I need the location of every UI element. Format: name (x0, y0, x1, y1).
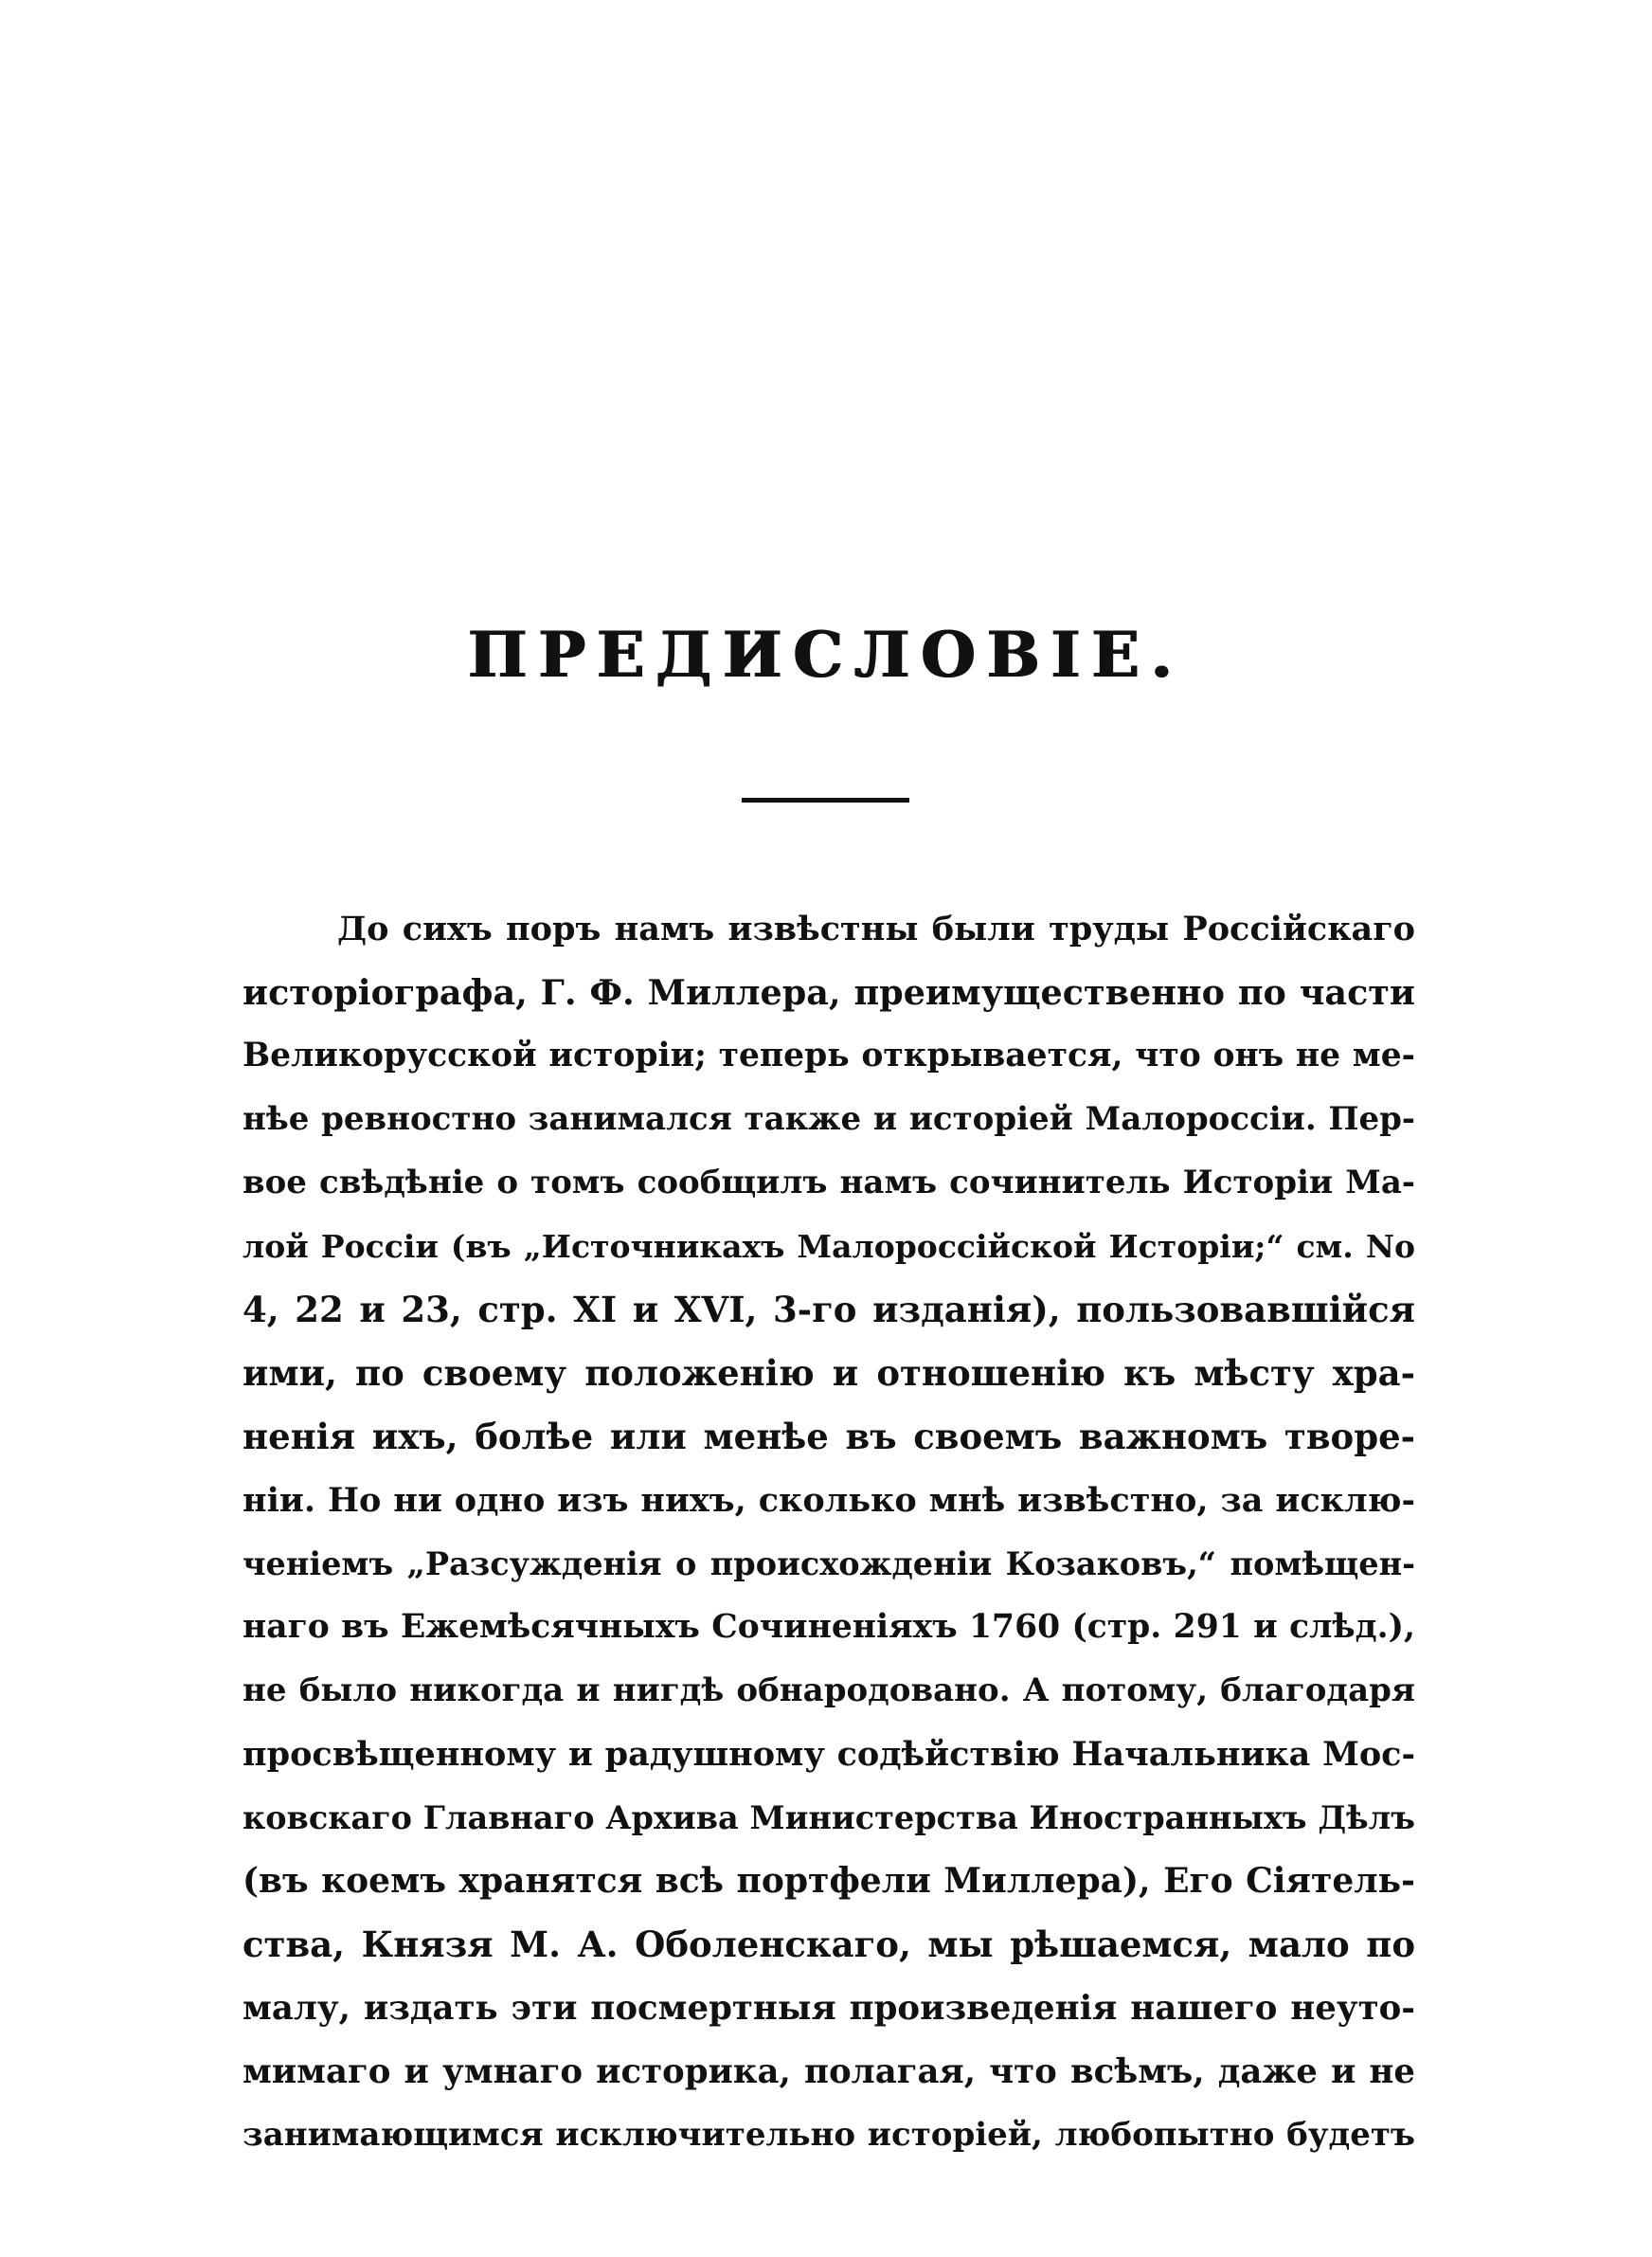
text-line-content: ства, Князя М. А. Оболенскаго, мы рѣшаемся, мало по (242, 1923, 1415, 1965)
text-line (242, 1342, 1415, 1405)
text-line (242, 1469, 1415, 1532)
text-line (242, 2104, 1415, 2167)
text-line (242, 1850, 1415, 1913)
text-line-content: ненія ихъ, болѣе или менѣе въ своемъ важномъ творе- (242, 1416, 1415, 1457)
text-line-content: исторіографа, Г. Ф. Миллера, преимущественно по части (242, 972, 1415, 1013)
text-line (242, 2040, 1415, 2104)
page-title: ПРЕДИСЛОВІЕ. (468, 618, 1184, 692)
text-line (242, 1723, 1415, 1786)
text-line (242, 1151, 1415, 1215)
text-line (242, 1215, 1415, 1278)
text-line-content: просвѣщенному и радушному содѣйствію Начальника Мос- (242, 1735, 1415, 1774)
title-divider (742, 798, 909, 803)
text-line-content: ніи. Но ни одно изъ нихъ, сколько мнѣ извѣстно, за исклю- (242, 1481, 1415, 1520)
text-line (242, 1659, 1415, 1723)
text-line (242, 1913, 1415, 1977)
text-line (242, 1532, 1415, 1596)
text-line-content: занимающимся исключительно исторіей, любопытно будетъ (242, 2116, 1415, 2154)
text-line (242, 1405, 1415, 1469)
text-line-content: ковскаго Главнаго Архива Министерства Иностранныхъ Дѣлъ (242, 1799, 1415, 1836)
text-line (242, 1786, 1415, 1850)
text-line-content: лой Россіи (въ „Источникахъ Малороссійской Исторіи;“ см. No (242, 1228, 1415, 1265)
preface-body (242, 897, 1415, 2167)
text-line-content: 4, 22 и 23, стр. XI и XVI, 3-го изданія), пользовавшійся (242, 1289, 1415, 1330)
text-line-content: малу, издать эти посмертныя произведенія нашего неуто- (242, 1989, 1415, 2028)
text-line-content: Великорусской исторіи; теперь открывается, что онъ не ме- (242, 1037, 1415, 1074)
text-line-content: мимаго и умнаго историка, полагая, что всѣмъ, даже и не (242, 2052, 1415, 2091)
text-line-content: До сихъ поръ намъ извѣстны были труды Россійскаго (337, 910, 1415, 948)
text-line (242, 1977, 1415, 2040)
text-line (242, 1088, 1415, 1151)
text-line (242, 961, 1415, 1024)
text-line-content: наго въ Ежемѣсячныхъ Сочиненіяхъ 1760 (стр. 291 и слѣд.), (242, 1608, 1415, 1646)
text-line (242, 897, 1415, 961)
text-line (242, 1596, 1415, 1659)
text-line (242, 1024, 1415, 1088)
text-line (242, 1278, 1415, 1342)
text-line-content: вое свѣдѣніе о томъ сообщилъ намъ сочинитель Исторіи Ма- (242, 1164, 1415, 1201)
text-line-content: (въ коемъ хранятся всѣ портфели Миллера), Его Сіятель- (242, 1861, 1415, 1901)
text-line-content: ими, по своему положенію и отношенію къ мѣсту хра- (242, 1352, 1415, 1394)
text-line-content: не было никогда и нигдѣ обнародовано. А потому, благодаря (242, 1671, 1415, 1709)
text-line-content: ченіемъ „Разсужденія о происхожденіи Козаковъ,“ помѣщен- (242, 1545, 1415, 1582)
text-line-content: нѣе ревностно занимался также и исторіей Малороссіи. Пер- (242, 1100, 1415, 1138)
